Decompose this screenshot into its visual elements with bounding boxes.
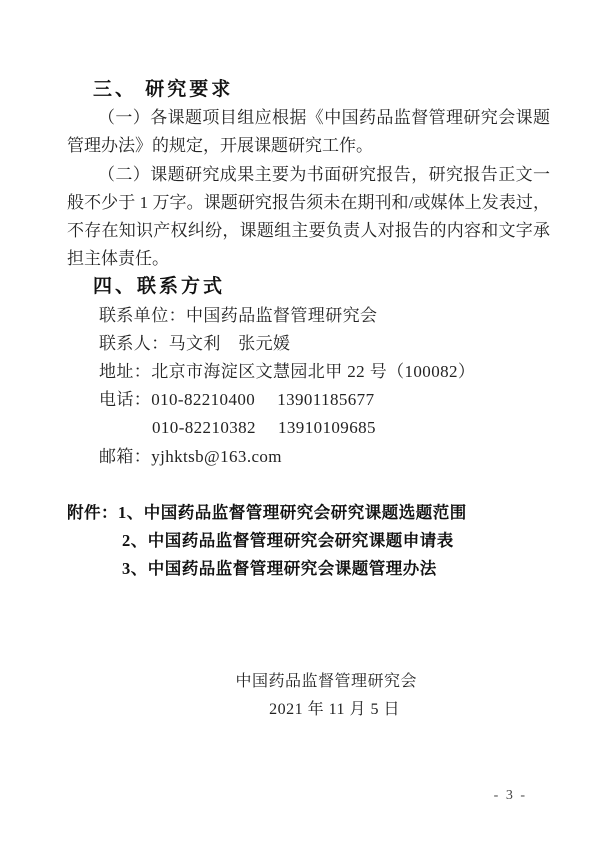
text-line: 2、中国药品监督管理研究会研究课题申请表: [122, 531, 454, 551]
text-line: 不存在知识产权纠纷，课题组主要负责人对报告的内容和文字承: [67, 221, 550, 241]
text-line: 电话：010-82210400 13901185677: [99, 390, 375, 410]
paragraph-1: [67, 104, 550, 160]
text-line: （二）课题研究成果主要为书面研究报告，研究报告正文一: [98, 164, 550, 184]
text-line: （一）各课题项目组应根据《中国药品监督管理研究会课题: [98, 108, 550, 128]
signature-org: 中国药品监督管理研究会: [235, 673, 417, 691]
text-line: 010-82210382 13910109685: [152, 418, 376, 438]
text-line: 担主体责任。: [67, 249, 169, 269]
page-number: - 3 -: [493, 788, 527, 803]
text-line: 3、中国药品监督管理研究会课题管理办法: [122, 559, 437, 579]
paragraph-2: [67, 161, 550, 274]
attachments-block: [67, 499, 550, 584]
signature-block: [67, 668, 550, 724]
section-heading-contact-info: 四、联系方式: [93, 276, 226, 298]
text-line: 联系单位：中国药品监督管理研究会: [99, 305, 378, 325]
signature-date: 2021 年 11 月 5 日: [269, 701, 400, 719]
text-line: 附件：1、中国药品监督管理研究会研究课题选题范围: [67, 503, 467, 523]
text-line: 联系人：马文利 张元媛: [99, 333, 291, 353]
text-line: 地址：北京市海淀区文慧园北甲 22 号（100082）: [99, 362, 476, 382]
text-line: 般不少于 1 万字。课题研究报告须未在期刊和/或媒体上发表过，: [67, 192, 550, 212]
text-line: 管理办法》的规定，开展课题研究工作。: [67, 136, 373, 156]
section-heading-research-requirements: 三、 研究要求: [93, 79, 234, 100]
contact-block: [99, 302, 550, 471]
text-line: 邮箱：yjhktsb@163.com: [99, 446, 282, 466]
